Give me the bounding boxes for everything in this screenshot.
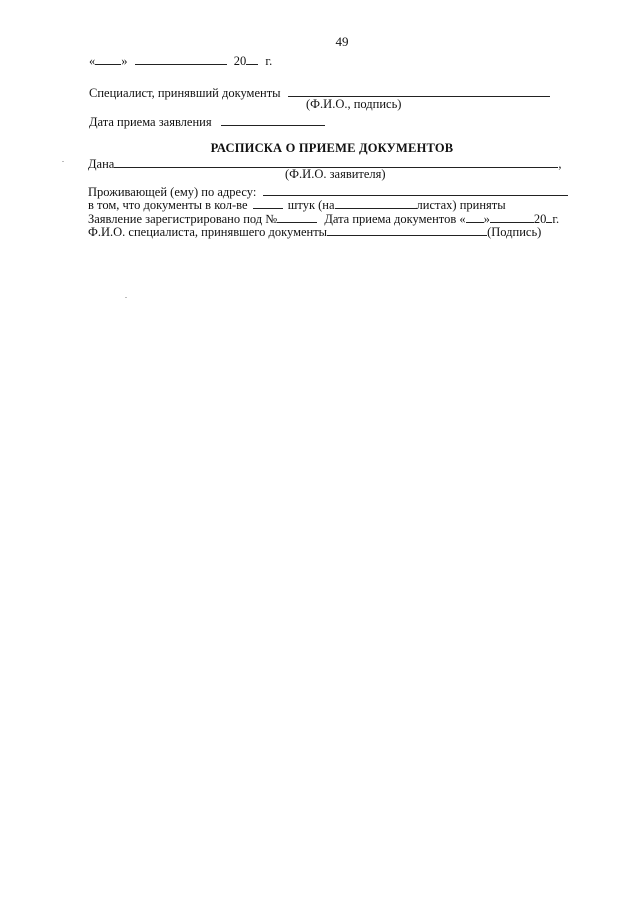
scan-speck xyxy=(62,161,64,162)
signature-label: (Подпись) xyxy=(487,225,542,239)
quote-open: « xyxy=(89,54,96,68)
scan-speck xyxy=(125,297,127,298)
issued-end: , xyxy=(558,157,562,171)
quote-close: » xyxy=(121,54,128,68)
applicant-caption: (Ф.И.О. заявителя) xyxy=(285,167,386,181)
specialist-label: Специалист, принявший документы xyxy=(89,86,281,100)
header-date-line xyxy=(89,53,272,69)
documents-count-field[interactable] xyxy=(253,197,283,209)
issued-label: Дана xyxy=(88,157,115,171)
page-number: 49 xyxy=(335,34,349,49)
sheets-count-field[interactable] xyxy=(335,197,417,209)
month-field[interactable] xyxy=(135,53,227,65)
year-field[interactable] xyxy=(246,53,258,65)
year-prefix: 20 xyxy=(233,54,247,68)
application-date-line xyxy=(89,114,325,130)
application-date-label: Дата приема заявления xyxy=(89,115,212,129)
year-suffix: г. xyxy=(265,54,273,68)
documents-text-3: листах) приняты xyxy=(416,198,506,212)
specialist-field[interactable] xyxy=(288,85,550,97)
receipt-specialist-field[interactable] xyxy=(327,224,487,236)
docs-year-prefix: 20 xyxy=(533,212,547,226)
application-date-field[interactable] xyxy=(221,114,325,126)
receipt-specialist-line xyxy=(88,224,541,240)
documents-text-2: штук (на xyxy=(287,198,335,212)
address-label: Проживающей (ему) по адресу: xyxy=(88,185,257,199)
docs-date-close: » xyxy=(483,212,490,226)
address-field[interactable] xyxy=(263,184,568,196)
docs-year-suffix: г. xyxy=(552,212,560,226)
receipt-title: РАСПИСКА О ПРИЕМЕ ДОКУМЕНТОВ xyxy=(210,141,454,155)
receipt-specialist-label: Ф.И.О. специалиста, принявшего документы xyxy=(88,225,328,239)
specialist-caption: (Ф.И.О., подпись) xyxy=(306,97,402,111)
day-field[interactable] xyxy=(95,53,121,65)
registered-label: Заявление зарегистрировано под № xyxy=(88,212,278,226)
docs-day-field[interactable] xyxy=(466,211,484,223)
documents-text-1: в том, что документы в кол-ве xyxy=(88,198,248,212)
docs-date-label: Дата приема документов « xyxy=(324,212,466,226)
registration-number-field[interactable] xyxy=(277,211,317,223)
docs-month-field[interactable] xyxy=(490,211,534,223)
